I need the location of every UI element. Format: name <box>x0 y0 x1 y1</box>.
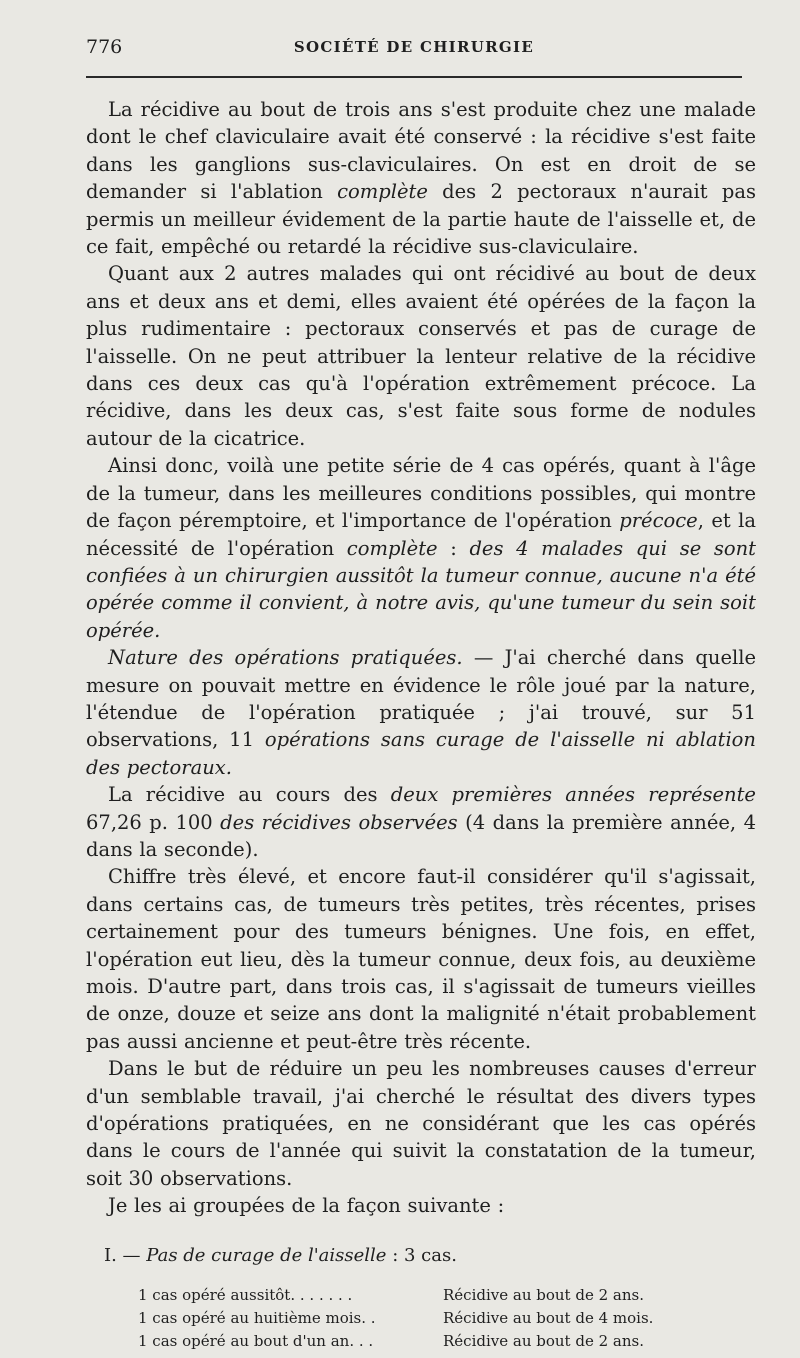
paragraphs <box>86 96 756 1220</box>
paragraph <box>86 863 756 1055</box>
list-item <box>138 1307 756 1330</box>
paragraph <box>86 1055 756 1192</box>
body-text <box>86 96 756 1353</box>
header-rule <box>86 76 742 78</box>
section-suffix: : 3 cas. <box>386 1244 457 1266</box>
text-run: — J'ai cherché dans quelle mesure on pouvait mettre en évidence le rôle joué par la nature, l'étendue de l'opération pratiquée ; j'ai trouvé, sur 51 observations, 11 <box>86 646 756 752</box>
italic-run: opérations sans curage de l'aisselle ni ablation des pectoraux. <box>86 728 756 779</box>
page-header <box>86 36 742 62</box>
text-run: La récidive au bout de trois ans s'est produite chez une malade dont le chef claviculaire avait été conservé : la récidive s'est faite dans les ganglions sus-claviculaires. On est en droit de se demander si l'ablation <box>86 98 756 204</box>
paragraph <box>86 96 756 260</box>
italic-run: deux premières années représente <box>390 783 756 807</box>
text-run: (4 dans la première année, 4 dans la seconde). <box>86 810 756 861</box>
running-title: SOCIÉTÉ DE CHIRURGIE <box>293 38 535 56</box>
text-run: , et la nécessité de l'opération <box>86 509 756 560</box>
text-run: 67,26 p. 100 <box>86 810 221 834</box>
section-title: Pas de curage de l'aisselle <box>146 1244 387 1266</box>
text-run: Dans le but de réduire un peu les nombreuses causes d'erreur d'un semblable travail, j'ai cherché le résultat des divers types d'opérations pratiquées, en ne considérant que les cas opérés dans le cours de l'année qui suivit la constatation de la tumeur, soit 30 observations. <box>86 1057 756 1190</box>
italic-run: des 4 malades qui se sont confiées à un chirurgien aussitôt la tumeur connue, aucune n'a été opérée comme il convient, à notre avis, qu'une tumeur du sein soit opérée. <box>86 536 757 642</box>
paragraph <box>86 644 756 781</box>
italic-run: des récidives observées <box>220 810 458 834</box>
case-description: 1 cas opéré au huitième mois. . <box>138 1308 376 1327</box>
paragraph <box>86 781 756 863</box>
section-numeral: I. — <box>104 1244 147 1266</box>
section-heading <box>104 1242 756 1270</box>
case-result: Récidive au bout de 2 ans. <box>443 1331 644 1350</box>
paragraph <box>86 452 756 644</box>
text-run: des 2 pectoraux n'aurait pas permis un meilleur évidement de la partie haute de l'aisselle et, de ce fait, empêché ou retardé la récidive sus-claviculaire. <box>86 180 756 259</box>
list-item <box>138 1330 756 1353</box>
text-run: Chiffre très élevé, et encore faut-il considérer qu'il s'agissait, dans certains cas, de tumeurs très petites, très récentes, prises certainement pour des tumeurs bénignes. Une fois, en effet, l'opération eut lieu, dès la tumeur connue, deux fois, au deuxième mois. D'autre part, dans trois cas, il s'agissait de tumeurs vieilles de onze, douze et seize ans dont la malignité n'était probablement pas aussi ancienne et peut-être très récente. <box>86 865 756 1053</box>
paragraph <box>86 260 756 452</box>
case-result: Récidive au bout de 2 ans. <box>443 1285 644 1304</box>
text-run: La récidive au cours des <box>108 783 391 807</box>
page-number: 776 <box>86 36 123 58</box>
text-run: Quant aux 2 autres malades qui ont récidivé au bout de deux ans et deux ans et demi, elles avaient été opérées de la façon la plus rudimentaire : pectoraux conservés et pas de curage de l'aisselle. On ne peut attribuer la lenteur relative de la récidive dans ces deux cas qu'à l'opération extrêmement précoce. La récidive, dans les deux cas, s'est faite sous forme de nodules autour de la cicatrice. <box>86 262 756 450</box>
case-description: 1 cas opéré aussitôt. . . . . . . <box>138 1285 353 1304</box>
text-run: Ainsi donc, voilà une petite série de 4 cas opérés, quant à l'âge de la tumeur, dans les meilleures conditions possibles, qui montre de façon péremptoire, et l'importance de l'opération <box>86 454 756 533</box>
case-description: 1 cas opéré au bout d'un an. . . <box>138 1331 374 1350</box>
italic-run: Nature des opérations pratiquées. <box>108 646 463 670</box>
italic-run: complète <box>346 536 438 560</box>
list-item <box>138 1284 756 1307</box>
italic-run: complète <box>337 180 428 204</box>
italic-run: précoce <box>619 509 698 533</box>
case-list <box>138 1284 756 1353</box>
paragraph <box>86 1192 756 1219</box>
text-run: Je les ai groupées de la façon suivante : <box>108 1194 505 1218</box>
case-result: Récidive au bout de 4 mois. <box>443 1308 654 1327</box>
text-run: : <box>437 536 470 560</box>
